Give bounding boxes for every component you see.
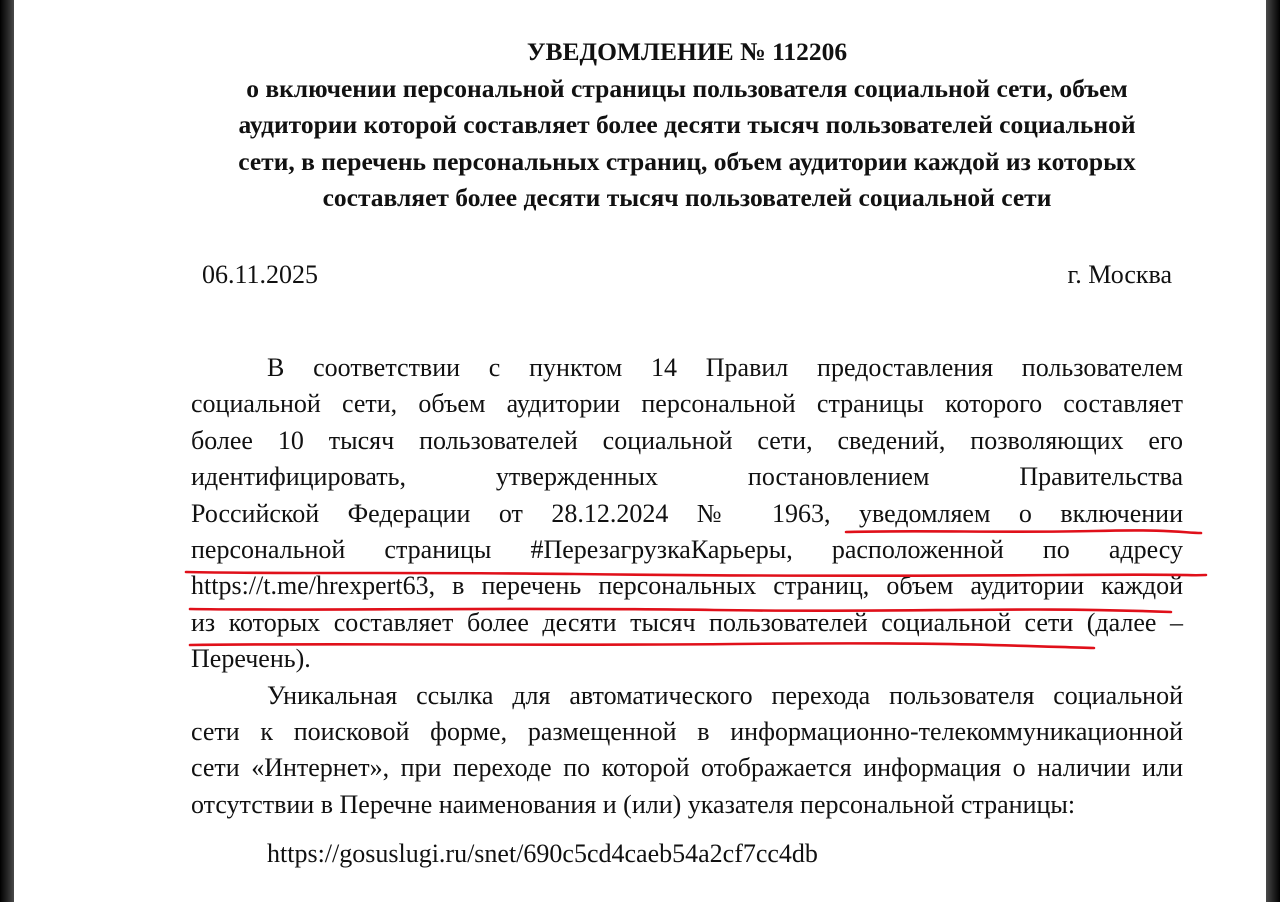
paragraph-1-line: Российской Федерации от 28.12.2024 № 1963, уведомляем о включении <box>191 498 1183 528</box>
paragraph-1-line: идентифицировать, утвержденных постановлением Правительства <box>191 462 1183 492</box>
paragraph-2-line: сети «Интернет», при переходе по которой отображается информация о наличии или <box>191 753 1183 783</box>
paragraph-1-line: социальной сети, объем аудитории персональной страницы которого составляет <box>191 389 1183 419</box>
notice-subtitle-line: сети, в перечень персональных страниц, объем аудитории каждой из которых <box>238 146 1136 176</box>
document-page <box>14 0 1266 902</box>
paragraph-1-line: В соответствии с пунктом 14 Правил предоставления пользователем <box>267 353 1183 382</box>
paragraph-2-line: сети к поисковой форме, размещенной в информационно-телекоммуникационной <box>191 716 1183 746</box>
paragraph-2-line: отсутствии в Перечне наименования и (или) указателя персональной страницы: <box>191 789 1076 819</box>
paragraph-1-line: https://t.me/hrexpert63, в перечень персональных страниц, объем аудитории каждой <box>191 571 1183 601</box>
paragraph-1-line: из которых составляет более десяти тысяч пользователей социальной сети (далее – <box>191 607 1183 637</box>
notice-city: г. Москва <box>1067 260 1172 289</box>
paragraph-1-line: персональной страницы #ПерезагрузкаКарьеры, расположенной по адресу <box>191 534 1183 564</box>
paragraph-1-line: более 10 тысяч пользователей социальной сети, сведений, позволяющих его <box>191 425 1183 455</box>
notice-subtitle-line: аудитории которой составляет более десяти тысяч пользователей социальной <box>238 110 1136 139</box>
notice-subtitle-line: составляет более десяти тысяч пользователей социальной сети <box>322 183 1052 212</box>
paragraph-1-line: Перечень). <box>191 644 311 674</box>
notice-header <box>164 34 1210 217</box>
page-left-edge <box>0 0 14 902</box>
notice-date: 06.11.2025 <box>202 260 319 289</box>
page-right-edge <box>1266 0 1280 902</box>
unique-search-link: https://gosuslugi.ru/snet/690c5cd4caeb54a2cf7cc4db <box>267 839 818 868</box>
notice-body <box>191 350 1183 823</box>
notice-title: УВЕДОМЛЕНИЕ № 112206 <box>526 37 848 66</box>
notice-subtitle-line: о включении персональной страницы пользователя социальной сети, объем <box>246 73 1128 103</box>
paragraph-2-line: Уникальная ссылка для автоматического перехода пользователя социальной <box>267 680 1183 710</box>
